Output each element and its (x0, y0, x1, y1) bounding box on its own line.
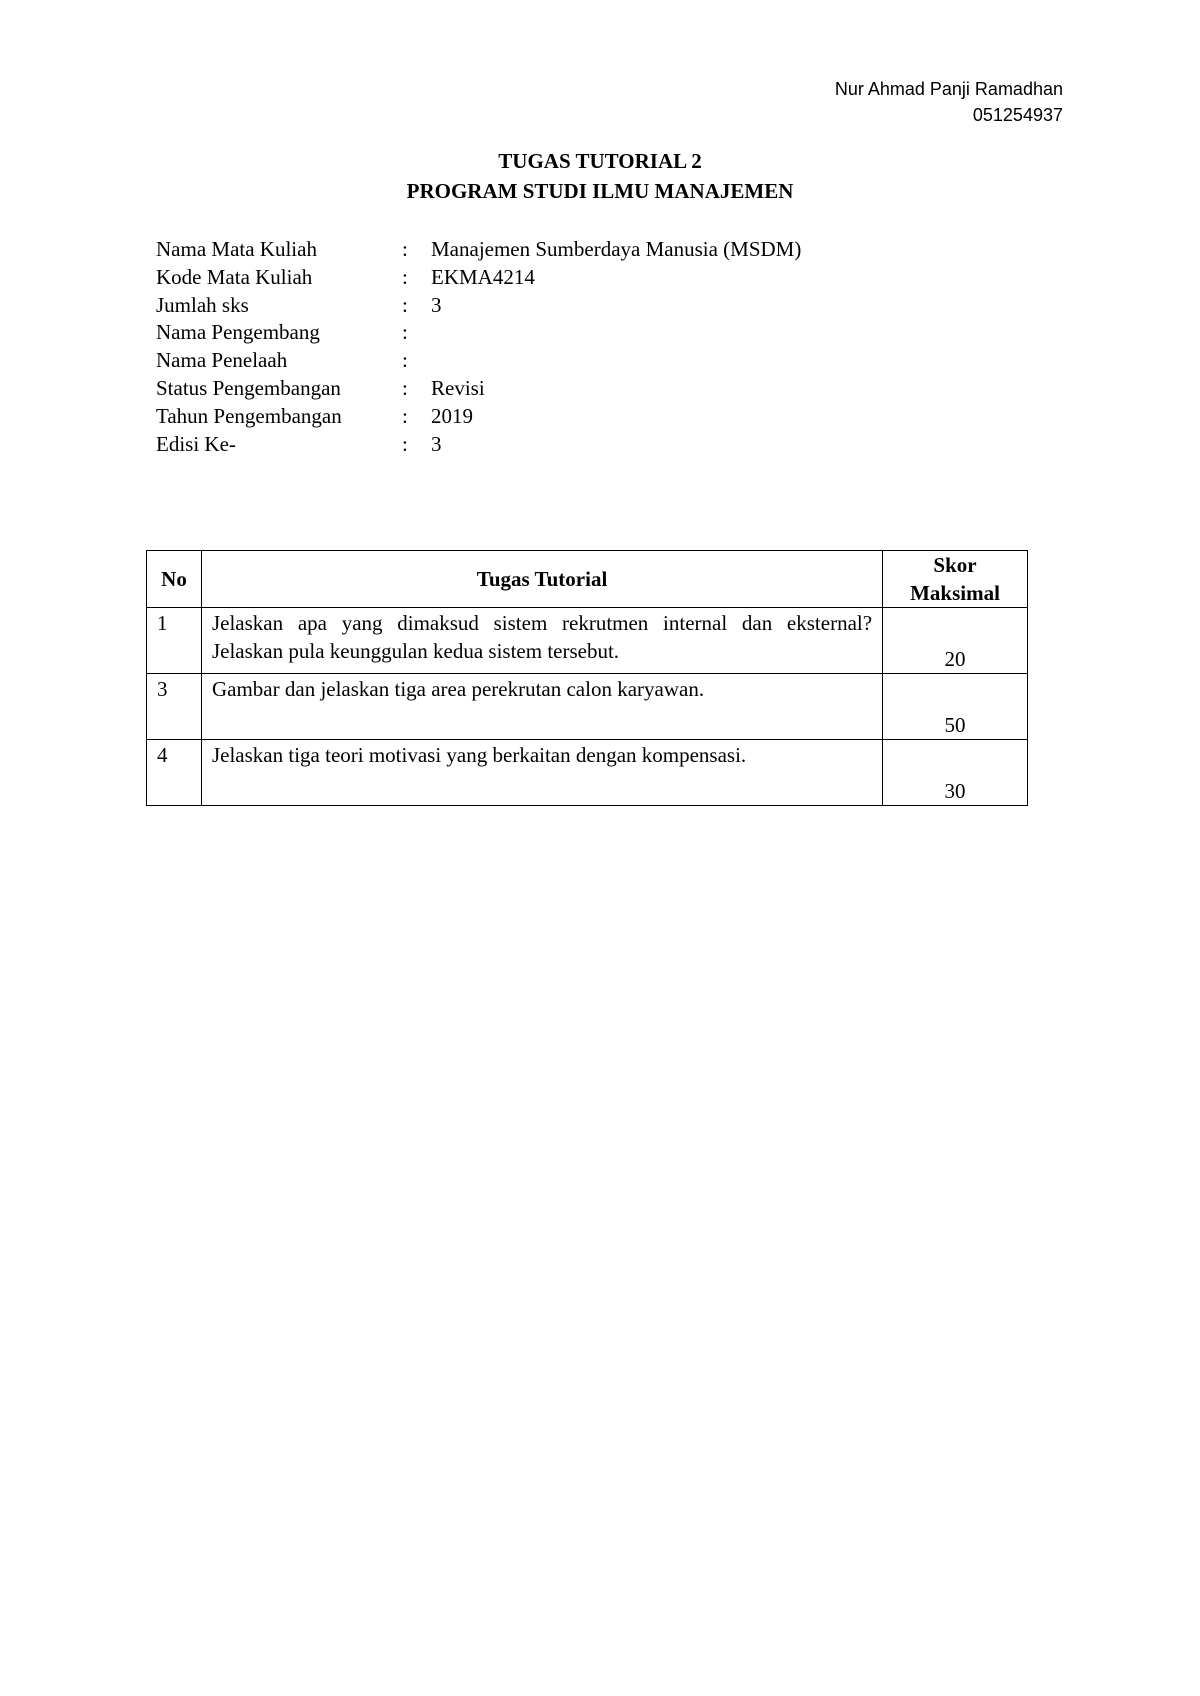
row-score: 50 (883, 674, 1028, 740)
info-row (156, 292, 801, 320)
info-value: 3 (431, 292, 442, 317)
author-name: Nur Ahmad Panji Ramadhan (834, 79, 1063, 99)
table-row (147, 674, 1028, 740)
document-title (0, 146, 1200, 206)
info-value: Revisi (431, 375, 485, 400)
table-row (147, 740, 1028, 806)
info-label: Status Pengembangan (156, 375, 341, 400)
row-score: 20 (883, 608, 1028, 674)
info-separator: : (402, 264, 408, 289)
info-separator: : (402, 237, 408, 261)
info-separator: : (402, 403, 408, 428)
info-value: EKMA4214 (431, 264, 535, 289)
info-row (156, 347, 801, 375)
row-no: 1 (147, 608, 202, 674)
info-label: Nama Mata Kuliah (156, 237, 317, 261)
info-value: Manajemen Sumberdaya Manusia (MSDM) (431, 237, 802, 261)
info-separator: : (402, 431, 408, 456)
info-row (156, 264, 801, 292)
info-separator: : (402, 320, 408, 345)
header-score-line-1: Skor (933, 553, 977, 577)
info-separator: : (402, 348, 408, 373)
info-label: Nama Penelaah (156, 348, 288, 373)
row-task: Gambar dan jelaskan tiga area perekrutan calon karyawan. (201, 674, 882, 740)
info-separator: : (402, 375, 408, 400)
task-table (146, 550, 1028, 806)
author-id: 051254937 (972, 105, 1063, 125)
course-info (156, 236, 801, 458)
header-task: Tugas Tutorial (201, 551, 882, 608)
info-label: Edisi Ke- (156, 431, 236, 456)
title-line-2: PROGRAM STUDI ILMU MANAJEMEN (406, 179, 794, 203)
table-row (147, 608, 1028, 674)
row-task: Jelaskan apa yang dimaksud sistem rekrutmen internal dan eksternal? Jelaskan pula keunggulan kedua sistem tersebut. (201, 608, 882, 674)
header-score-line-2: Maksimal (910, 581, 1000, 605)
header-score (883, 551, 1028, 608)
info-row (156, 431, 801, 459)
info-row (156, 375, 801, 403)
info-row (156, 236, 801, 264)
author-block (835, 76, 1063, 128)
header-no: No (147, 551, 202, 608)
row-task: Jelaskan tiga teori motivasi yang berkaitan dengan kompensasi. (201, 740, 882, 806)
row-score: 30 (883, 740, 1028, 806)
info-value: 3 (431, 431, 442, 456)
info-label: Tahun Pengembangan (156, 403, 342, 428)
title-line-1: TUGAS TUTORIAL 2 (498, 149, 702, 173)
row-no: 3 (147, 674, 202, 740)
info-label: Kode Mata Kuliah (156, 264, 313, 289)
info-separator: : (402, 292, 408, 317)
info-label: Jumlah sks (156, 292, 249, 317)
table-header-row (147, 551, 1028, 608)
row-no: 4 (147, 740, 202, 806)
info-row (156, 403, 801, 431)
info-label: Nama Pengembang (156, 320, 320, 345)
info-row (156, 319, 801, 347)
info-value: 2019 (431, 403, 473, 428)
